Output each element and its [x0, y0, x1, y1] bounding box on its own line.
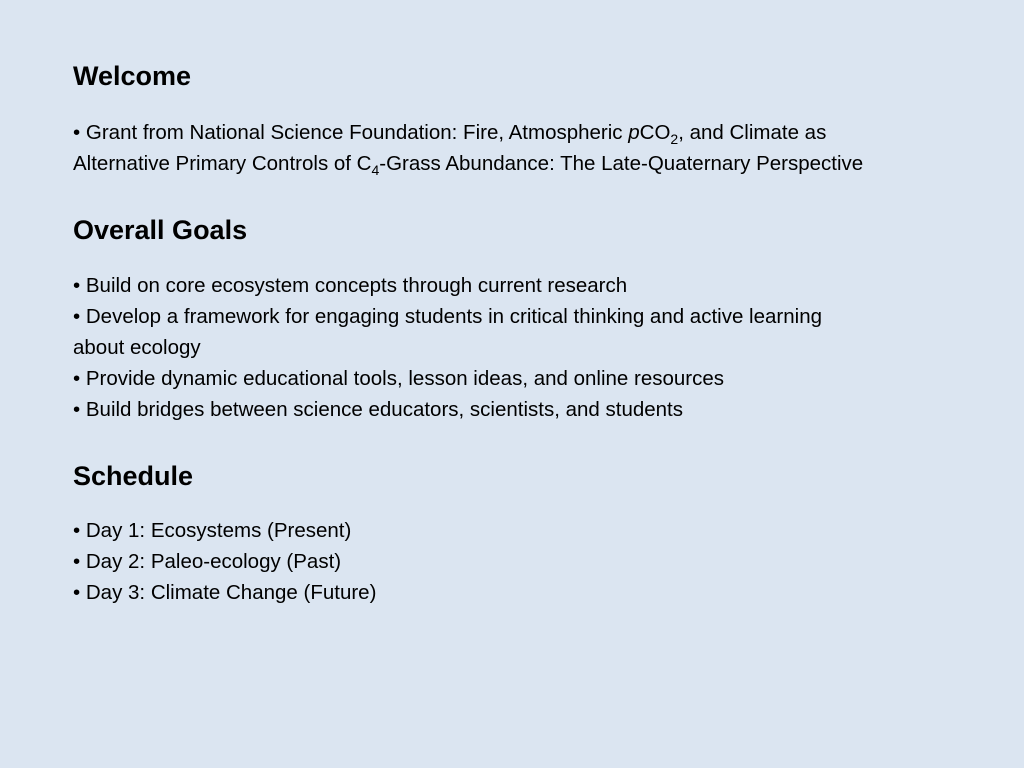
schedule-heading: Schedule: [73, 461, 194, 491]
grant-text-line2b: -Grass Abundance: The Late-Quaternary Perspective: [379, 152, 864, 175]
grant-text-line2a: Alternative Primary Controls of C: [73, 152, 372, 175]
grant-text-part1: Grant from National Science Foundation: Fire, Atmospheric: [85, 121, 629, 144]
goal-item-continuation: about ecology: [73, 336, 201, 359]
grant-text-part2: , and Climate as: [678, 121, 827, 144]
subscript-4: 4: [371, 162, 380, 178]
schedule-item: • Day 2: Paleo-ecology (Past): [73, 550, 342, 573]
grant-italic-p: p: [628, 121, 640, 144]
overall-goals-heading: Overall Goals: [73, 215, 248, 245]
grant-co: CO: [639, 121, 671, 144]
grant-line-2: [73, 148, 993, 179]
subscript-2: 2: [670, 131, 679, 147]
goal-item: • Build on core ecosystem concepts through current research: [73, 274, 628, 297]
grant-description: [73, 117, 993, 179]
goal-item: • Provide dynamic educational tools, lesson ideas, and online resources: [73, 367, 725, 390]
grant-line-1: [73, 117, 993, 148]
goal-item: • Build bridges between science educators, scientists, and students: [73, 398, 683, 421]
welcome-heading: Welcome: [73, 61, 192, 91]
goal-item: • Develop a framework for engaging students in critical thinking and active learning: [73, 305, 823, 328]
goals-list: [73, 270, 973, 425]
schedule-list: [73, 515, 973, 608]
schedule-item: • Day 1: Ecosystems (Present): [73, 519, 352, 542]
schedule-item: • Day 3: Climate Change (Future): [73, 581, 377, 604]
bullet: •: [73, 121, 81, 144]
